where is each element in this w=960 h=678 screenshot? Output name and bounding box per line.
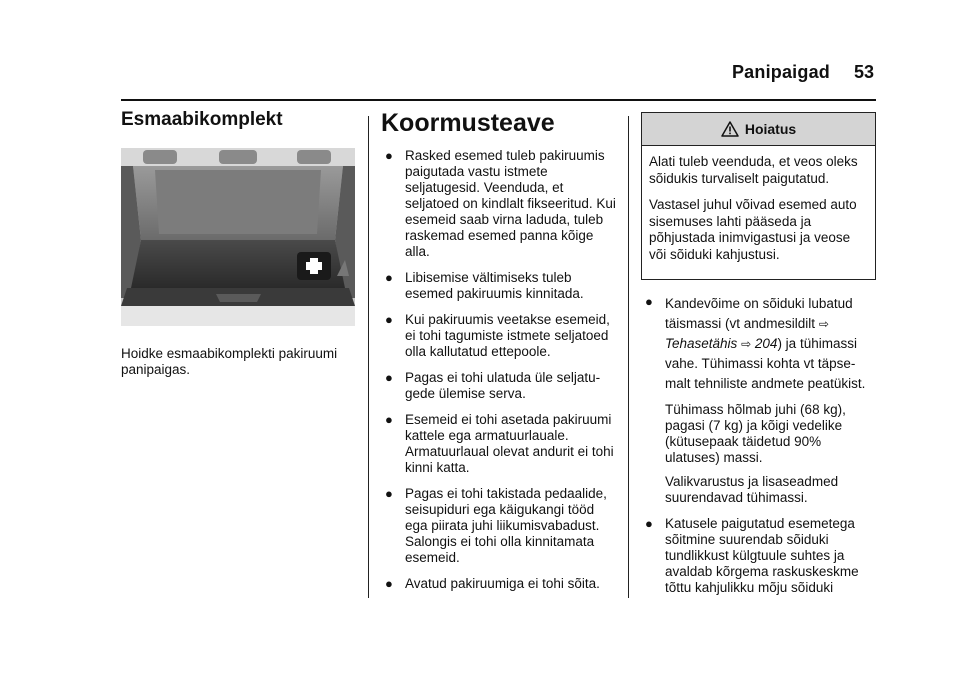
trunk-first-aid-photo — [121, 148, 355, 326]
reference-arrow-icon: ⇨ — [818, 317, 829, 331]
warning-title: Hoiatus — [744, 121, 797, 137]
warning-triangle-icon — [721, 121, 739, 137]
page-number: 53 — [854, 62, 875, 82]
options-paragraph: Valikvarustus ja lisaseadmed suurendavad tühimassi. — [665, 474, 839, 505]
first-aid-caption: Hoidke esmaabikomplekti pakiruumi panipaigas. — [121, 346, 338, 377]
reference-page-link[interactable]: 204 — [754, 336, 778, 351]
capacity-paragraph: Kandevõime on sõiduki lubatud täismassi (vt andmesildilt ⇨ Tehasetähis ⇨ 204) ja tühimassi vahe. Tühimassi kohta vt täpsemalt tehniliste andmete peatükist. — [665, 296, 866, 391]
warning-body — [642, 146, 875, 279]
list-item: ● Libisemise vältimiseks tuleb esemed pakiruumis kinnitada. — [385, 270, 584, 301]
list-item: ● Kui pakiruumis veetakse esemeid, ei tohi tagumiste istmete seljatoed olla kallutatud ettepoole. — [385, 312, 610, 359]
load-info-heading: Koormusteave — [381, 109, 555, 137]
load-capacity-list — [641, 294, 876, 596]
list-item: ● Kandevõime on sõiduki lubatud täismassi (vt andmesildilt ⇨ Tehasetähis ⇨ 204) ja tühimassi vahe. Tühimassi kohta vt täpsemalt tehniliste andmete peatükist. Tühimass hõlmab juhi (68 kg), pagasi (7 kg) ja kõigi vedelike (kütusepaak täidetud 90% ulatuses) massi. Valikvarustus ja lisaseadmed suurendavad tühimassi. — [641, 294, 876, 506]
page-header — [0, 0, 960, 100]
section-title: Panipaigad — [731, 62, 830, 82]
warning-box — [641, 112, 876, 280]
column-divider-2 — [628, 116, 629, 598]
list-item: ● Rasked esemed tuleb pakiruumis paigutada vastu istmete seljatugesid. Veenduda, et seljatoed on kindlalt fikseeritud. Kui esemeid saab virna laduda, tuleb raskemad esemed panna kõige alla. — [385, 148, 616, 259]
load-info-list — [381, 148, 616, 592]
header-rule — [121, 99, 876, 101]
curb-weight-paragraph: Tühimass hõlmab juhi (68 kg), pagasi (7 kg) ja kõigi vedelike (kütusepaak täidetud 90% ulatuses) massi. — [665, 402, 846, 465]
column-first-aid — [121, 108, 356, 377]
first-aid-heading: Esmaabikomplekt — [121, 109, 283, 130]
reference-link-factory-label[interactable]: Tehasetähis — [665, 336, 738, 351]
list-item: ● Avatud pakiruumiga ei tohi sõita. — [385, 576, 600, 591]
list-item: ● Pagas ei tohi takistada pedaalide, seisupiduri ega käigukangi tööd ega piirata juhi liikumisvabadust. Salongis ei tohi olla kinnitamata esemeid. — [385, 486, 607, 565]
list-item: ● Esemeid ei tohi asetada pakiruumi kattele ega armatuurlauale. Armatuurlaual olevat andurit ei tohi kinni katta. — [385, 412, 614, 475]
warning-header — [642, 113, 875, 146]
column-warning — [641, 112, 876, 606]
warning-paragraph: Alati tuleb veenduda, et veos oleks sõidukis turvaliselt paigutatud. — [649, 154, 858, 186]
reference-arrow-icon: ⇨ — [741, 337, 752, 351]
list-item: ● Katusele paigutatud esemetega sõitmine suurendab sõiduki tundlikkust külgtuule suhtes ja avaldab kõrgema raskuskeskme tõttu kahjulikku mõju sõiduki — [645, 516, 859, 595]
column-divider-1 — [368, 116, 369, 598]
column-load-info — [381, 108, 616, 602]
warning-paragraph: Vastasel juhul võivad esemed auto sisemuses lahti pääseda ja põhjustada inimvigastusi ja veose või sõiduki kahjustusi. — [649, 197, 857, 262]
list-item: ● Pagas ei tohi ulatuda üle seljatugede ülemise serva. — [385, 370, 601, 401]
